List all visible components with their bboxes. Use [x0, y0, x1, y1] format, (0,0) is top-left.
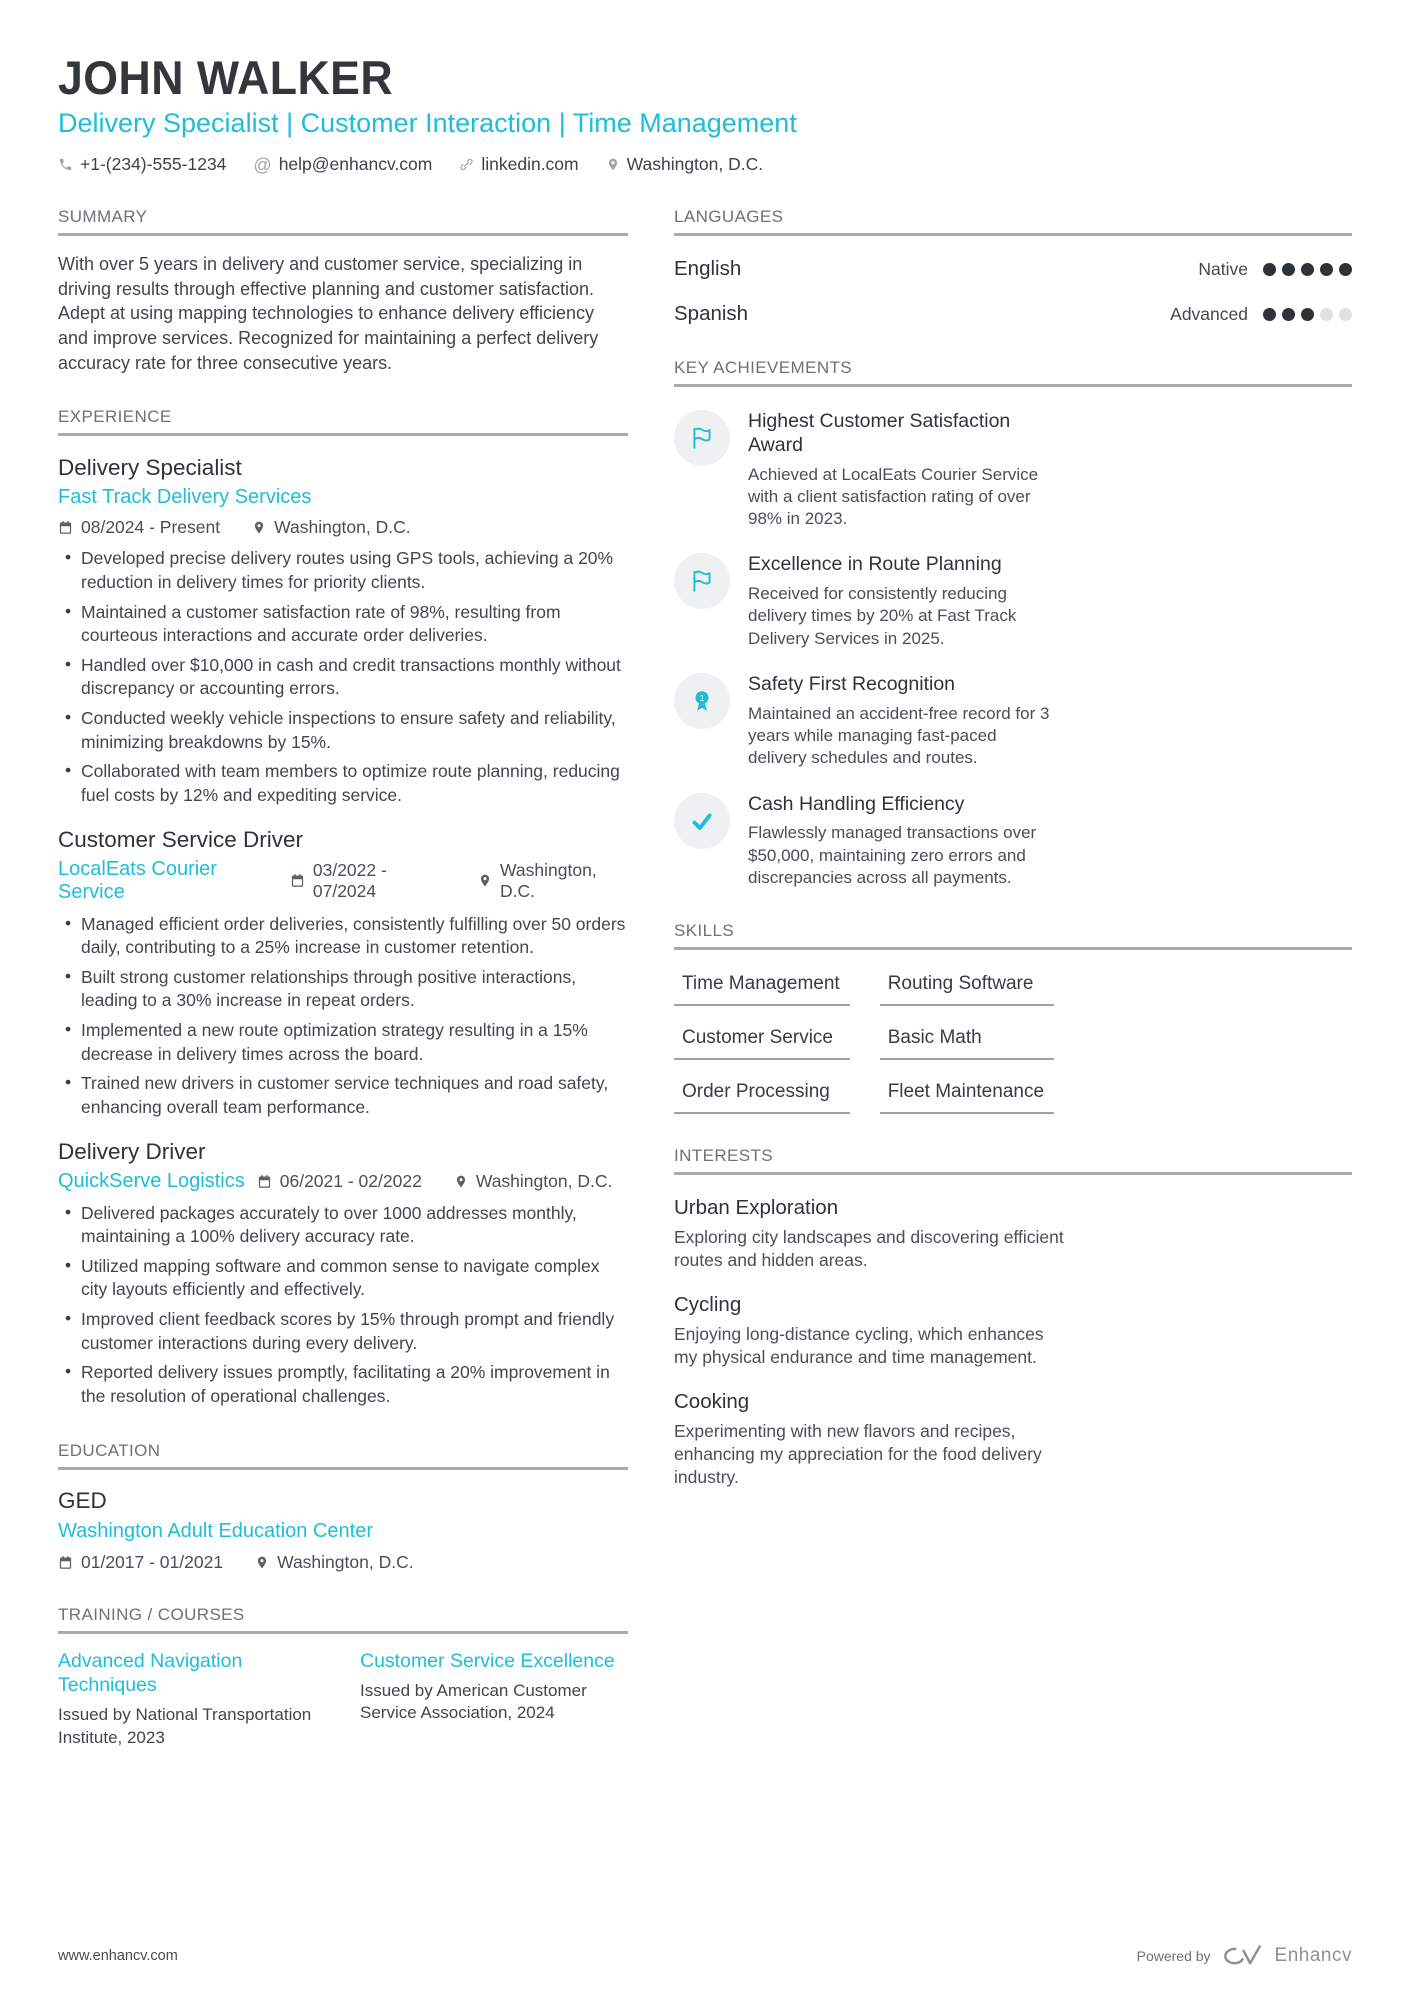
language-list — [674, 257, 1352, 326]
flag-icon — [689, 425, 715, 451]
course-entry — [360, 1649, 628, 1750]
dot-empty — [1339, 308, 1352, 321]
contact-item[interactable] — [58, 154, 226, 175]
language-proficiency-dots — [1263, 308, 1352, 321]
job-bullet — [58, 654, 628, 701]
skills-section — [674, 921, 1352, 1114]
job-bullet-text: Handled over $10,000 in cash and credit transactions monthly without discrepancy or accounting errors. — [81, 654, 621, 699]
summary-heading: SUMMARY — [58, 207, 628, 236]
achievement-title: Cash Handling Efficiency — [748, 792, 965, 815]
skill-tag: Order Processing — [674, 1081, 850, 1114]
experience-heading: EXPERIENCE — [58, 407, 628, 436]
job-location: Washington, D.C. — [475, 1170, 613, 1191]
company-name: QuickServe Logistics — [58, 1169, 245, 1192]
footer-site-link[interactable]: www.enhancv.com — [58, 1948, 178, 1964]
achievement-text: Flawlessly managed transactions over $50,000, maintaining zero errors and discrepancies across all payments. — [748, 823, 1037, 887]
school-name: Washington Adult Education Center — [58, 1519, 374, 1542]
job-bullet-text: Delivered packages accurately to over 1000 addresses monthly, maintaining a 100% delivery accuracy rate. — [81, 1202, 577, 1247]
interest-title: Cooking — [674, 1389, 750, 1413]
achievement-title: Highest Customer Satisfaction Award — [748, 410, 1011, 456]
job-bullet-text: Improved client feedback scores by 15% through prompt and friendly customer interactions during every delivery. — [81, 1309, 615, 1353]
course-issuer: Issued by National Transportation Institute, 2023 — [58, 1705, 312, 1747]
job-bullet — [58, 1361, 628, 1408]
achievement-body — [748, 673, 1054, 770]
interest-text: Experimenting with new flavors and recipes, enhancing my appreciation for the food delivery industry. — [674, 1420, 1042, 1487]
contact-item[interactable] — [606, 154, 764, 175]
dot-filled — [1263, 308, 1276, 321]
language-name: Spanish — [674, 302, 749, 325]
dot-filled — [1282, 263, 1295, 276]
job-bullets — [58, 547, 628, 807]
job-bullet — [58, 913, 628, 960]
education-location-item — [255, 1552, 414, 1573]
achievement-entry — [674, 673, 1352, 770]
dot-filled — [1301, 263, 1314, 276]
language-level: Advanced — [1170, 303, 1248, 324]
job-title: Delivery Specialist — [58, 455, 242, 481]
job-bullet — [58, 1255, 628, 1302]
course-title: Customer Service Excellence — [360, 1649, 615, 1672]
achievement-title: Safety First Recognition — [748, 672, 956, 695]
job-bullet-text: Reported delivery issues promptly, facilitating a 20% improvement in the resolution of operational challenges. — [81, 1362, 610, 1406]
training-section — [58, 1605, 628, 1750]
skills-heading: SKILLS — [674, 921, 1352, 950]
job-entry — [58, 827, 628, 1120]
dot-filled — [1320, 263, 1333, 276]
summary-section — [58, 207, 628, 375]
job-bullet — [58, 966, 628, 1013]
job-dates-item — [290, 860, 446, 902]
achievement-icon-circle — [674, 673, 730, 729]
job-location-item — [478, 860, 628, 902]
flag-icon — [689, 568, 715, 594]
experience-section — [58, 407, 628, 1408]
skill-tag: Fleet Maintenance — [880, 1081, 1054, 1114]
calendar-icon — [257, 1174, 272, 1189]
job-title: Delivery Driver — [58, 1138, 206, 1164]
job-list — [58, 455, 628, 1408]
location-pin-icon — [478, 873, 492, 888]
contact-row — [58, 154, 1352, 175]
job-bullet — [58, 1019, 628, 1066]
enhancv-logo-icon — [1222, 1943, 1264, 1969]
job-bullet-text: Built strong customer relationships through positive interactions, leading to a 30% increase in repeat orders. — [81, 966, 577, 1011]
company-name: Fast Track Delivery Services — [58, 486, 312, 509]
job-dates: 03/2022 - 07/2024 — [312, 859, 387, 901]
degree: GED — [58, 1487, 107, 1513]
job-bullet-text: Trained new drivers in customer service techniques and road safety, enhancing overall team performance. — [81, 1073, 609, 1117]
job-bullet — [58, 760, 628, 807]
interest-text: Enjoying long-distance cycling, which enhances my physical endurance and time management. — [674, 1323, 1044, 1367]
training-heading: TRAINING / COURSES — [58, 1605, 628, 1634]
achievement-icon-circle — [674, 410, 730, 466]
job-bullet — [58, 707, 628, 754]
achievement-entry — [674, 553, 1352, 650]
right-column — [674, 207, 1352, 1521]
course-entry — [58, 1649, 326, 1750]
headline: Delivery Specialist | Customer Interaction | Time Management — [58, 108, 797, 138]
education-meta — [58, 1552, 628, 1573]
contact-text: +1-(234)-555-1234 — [80, 154, 227, 174]
job-bullet — [58, 1202, 628, 1249]
achievement-text: Received for consistently reducing delivery times by 20% at Fast Track Delivery Services in 2025. — [748, 584, 1017, 648]
language-level: Native — [1198, 258, 1248, 279]
job-subheader — [58, 486, 628, 538]
job-location-item — [454, 1171, 613, 1192]
job-meta — [257, 1171, 613, 1192]
education-section — [58, 1441, 628, 1573]
job-bullet-text: Implemented a new route optimization strategy resulting in a 15% decrease in delivery times across the board. — [81, 1020, 588, 1064]
job-bullet — [58, 601, 628, 648]
contact-item[interactable] — [459, 154, 578, 175]
job-location-item — [252, 517, 411, 538]
job-bullets — [58, 913, 628, 1120]
footer — [58, 1943, 1352, 1969]
dot-empty — [1320, 308, 1333, 321]
contact-item[interactable] — [253, 154, 432, 175]
job-bullet-text: Managed efficient order deliveries, consistently fulfilling over 50 orders daily, contributing to a 25% increase in customer retention. — [81, 913, 626, 958]
left-column — [58, 207, 628, 1781]
achievement-body — [748, 793, 1054, 890]
course-title: Advanced Navigation Techniques — [58, 1649, 243, 1696]
language-name: English — [674, 257, 742, 280]
contact-text: linkedin.com — [481, 154, 579, 174]
skill-tag: Routing Software — [880, 973, 1054, 1006]
job-bullet-text: Conducted weekly vehicle inspections to ensure safety and reliability, minimizing breakdowns by 15%. — [81, 708, 616, 752]
content-columns — [58, 207, 1352, 1781]
job-dates: 06/2021 - 02/2022 — [279, 1170, 422, 1191]
achievement-entry — [674, 410, 1352, 530]
job-subheader — [58, 1170, 628, 1193]
achievement-list — [674, 410, 1352, 889]
powered-by — [1137, 1943, 1352, 1969]
education-heading: EDUCATION — [58, 1441, 628, 1470]
achievement-entry — [674, 793, 1352, 890]
job-meta — [58, 517, 628, 538]
skill-list — [674, 973, 1352, 1114]
achievement-text: Achieved at LocalEats Courier Service with a client satisfaction rating of over 98% in 2023. — [748, 464, 1039, 529]
achievements-heading: KEY ACHIEVEMENTS — [674, 358, 1352, 387]
achievement-text: Maintained an accident-free record for 3 years while managing fast-paced delivery schedules and routes. — [748, 703, 1050, 768]
check-icon — [689, 808, 715, 834]
skill-tag: Customer Service — [674, 1027, 850, 1060]
language-proficiency-dots — [1263, 263, 1352, 276]
job-bullet — [58, 1072, 628, 1119]
contact-text: help@enhancv.com — [278, 154, 433, 174]
job-dates: 08/2024 - Present — [81, 517, 221, 538]
job-location: Washington, D.C. — [500, 859, 597, 901]
svg-text:1: 1 — [699, 692, 705, 703]
link-icon — [459, 157, 474, 172]
company-name: LocalEats Courier Service — [58, 857, 217, 903]
phone-icon — [58, 157, 73, 172]
medal-icon — [689, 688, 715, 714]
dot-filled — [1263, 263, 1276, 276]
dot-filled — [1301, 308, 1314, 321]
languages-section — [674, 207, 1352, 326]
location-icon — [606, 157, 620, 172]
interest-title: Urban Exploration — [674, 1196, 839, 1220]
job-bullet — [58, 547, 628, 594]
interest-list — [674, 1196, 1352, 1488]
interest-entry — [674, 1390, 1352, 1489]
job-bullet-text: Collaborated with team members to optimize route planning, reducing fuel costs by 12% and expediting service. — [81, 761, 620, 805]
course-list — [58, 1649, 628, 1750]
achievement-body — [748, 410, 1054, 530]
contact-text: Washington, D.C. — [626, 154, 764, 174]
achievements-section — [674, 358, 1352, 889]
course-issuer: Issued by American Customer Service Association, 2024 — [360, 1680, 587, 1723]
location-pin-icon — [252, 520, 266, 535]
education-location: Washington, D.C. — [277, 1551, 414, 1572]
interests-section — [674, 1146, 1352, 1488]
job-location: Washington, D.C. — [274, 517, 411, 538]
powered-by-label: Powered by — [1136, 1948, 1211, 1964]
achievement-title: Excellence in Route Planning — [748, 553, 1002, 576]
calendar-icon — [290, 873, 305, 888]
summary-text: With over 5 years in delivery and customer service, specializing in driving results through effective planning and customer satisfaction. Adept at using mapping technologies to enhance delivery efficiency and improve services. Recognized for maintaining a perfect delivery accuracy rate for three consecutive years. — [58, 254, 599, 373]
interest-entry — [674, 1293, 1352, 1369]
job-entry — [58, 1139, 628, 1409]
person-name: JOHN WALKER — [58, 51, 394, 104]
skill-tag: Time Management — [674, 973, 850, 1006]
achievement-icon-circle — [674, 553, 730, 609]
languages-heading: LANGUAGES — [674, 207, 1352, 236]
job-meta — [290, 860, 628, 902]
job-dates-item — [257, 1171, 422, 1192]
calendar-icon — [58, 1555, 73, 1570]
job-subheader — [58, 858, 628, 904]
dot-filled — [1282, 308, 1295, 321]
job-bullet-text: Maintained a customer satisfaction rate of 98%, resulting from courteous interactions and accurate order deliveries. — [81, 601, 561, 646]
education-dates-item — [58, 1552, 223, 1573]
location-pin-icon — [454, 1174, 468, 1189]
job-entry — [58, 455, 628, 807]
language-row — [674, 302, 1352, 326]
skill-tag: Basic Math — [880, 1027, 1054, 1060]
education-dates: 01/2017 - 01/2021 — [81, 1551, 224, 1572]
language-row — [674, 257, 1352, 281]
job-bullets — [58, 1202, 628, 1409]
achievement-icon-circle — [674, 793, 730, 849]
header — [58, 50, 1352, 175]
enhancv-wordmark: Enhancv — [1274, 1945, 1352, 1966]
location-pin-icon — [255, 1555, 269, 1570]
job-bullet-text: Developed precise delivery routes using GPS tools, achieving a 20% reduction in delivery times for priority clients. — [81, 548, 614, 592]
job-bullet-text: Utilized mapping software and common sense to navigate complex city layouts efficiently and effectively. — [81, 1255, 600, 1300]
interest-text: Exploring city landscapes and discovering efficient routes and hidden areas. — [674, 1227, 1064, 1271]
interests-heading: INTERESTS — [674, 1146, 1352, 1175]
dot-filled — [1339, 263, 1352, 276]
interest-title: Cycling — [674, 1292, 742, 1316]
calendar-icon — [58, 520, 73, 535]
achievement-body — [748, 553, 1054, 650]
job-title: Customer Service Driver — [58, 826, 304, 852]
at-icon: @ — [253, 154, 272, 175]
job-dates-item — [58, 517, 220, 538]
job-bullet — [58, 1308, 628, 1355]
interest-entry — [674, 1196, 1352, 1272]
